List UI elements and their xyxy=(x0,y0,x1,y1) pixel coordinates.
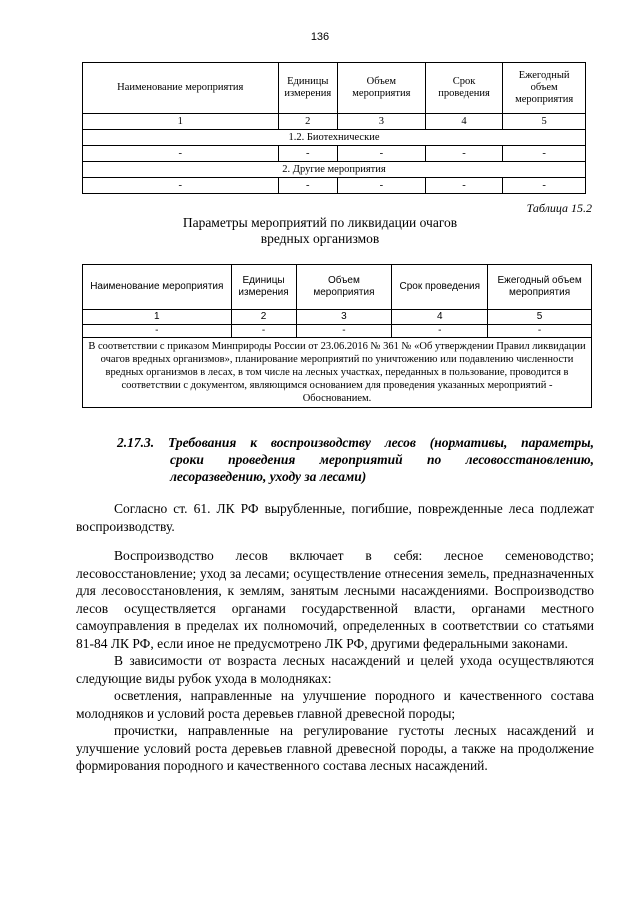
header-cell: Наименование мероприятия xyxy=(83,265,232,310)
dash-cell: - xyxy=(503,178,586,194)
heading-line: лесоразведению, уходу за лесами) xyxy=(170,469,367,484)
section-heading xyxy=(117,434,594,485)
table-measures-1 xyxy=(82,62,586,194)
number-cell: 3 xyxy=(296,310,392,325)
number-cell: 4 xyxy=(392,310,488,325)
dash-cell: - xyxy=(83,178,279,194)
note-cell: В соответствии с приказом Минприроды России от 23.06.2016 № 361 № «Об утверждении Правил ликвидации очагов вредных организмов», планирование мероприятий по уничтожению или подавлению численности вредных организмов в лесах, в том числе на лесных участках, переданных в пользование, проводится в соответствии с документом, являющимся основанием для проведения указанных мероприятий - Обоснованием. xyxy=(83,338,592,408)
section-row xyxy=(83,162,586,178)
number-cell: 2 xyxy=(278,114,337,130)
table-header-row xyxy=(83,265,592,310)
dash-cell: - xyxy=(392,325,488,338)
header-cell: Единицы измерения xyxy=(231,265,296,310)
table-row xyxy=(83,325,592,338)
heading-line: 2.17.3. Требования к воспроизводству лесов (нормативы, параметры, xyxy=(117,435,594,450)
table-title xyxy=(160,215,480,247)
header-cell: Ежегодный объем мероприятия xyxy=(488,265,592,310)
dash-cell: - xyxy=(425,146,503,162)
paragraph: прочистки, направленные на регулирование густоты лесных насаждений и улучшение условий роста деревьев главной древесной породы, а также на продолжение формирования породного и качественного состава лесных насаждений. xyxy=(76,723,594,773)
header-cell: Объем мероприятия xyxy=(338,63,426,114)
table-header-row xyxy=(83,63,586,114)
number-cell: 1 xyxy=(83,310,232,325)
header-cell: Единицы измерения xyxy=(278,63,337,114)
table-label: Таблица 15.2 xyxy=(526,201,592,215)
note-row xyxy=(83,338,592,408)
paragraph: осветления, направленные на улучшение породного и качественного состава молодняков и условий роста деревьев главной древесной породы; xyxy=(76,688,594,721)
dash-cell: - xyxy=(231,325,296,338)
dash-cell: - xyxy=(338,146,426,162)
number-cell: 5 xyxy=(488,310,592,325)
dash-cell: - xyxy=(296,325,392,338)
section-row xyxy=(83,130,586,146)
number-cell: 5 xyxy=(503,114,586,130)
number-cell: 4 xyxy=(425,114,503,130)
table-number-row xyxy=(83,310,592,325)
table-title-line: вредных организмов xyxy=(260,231,380,246)
header-cell: Ежегодный объем мероприятия xyxy=(503,63,586,114)
dash-cell: - xyxy=(425,178,503,194)
paragraph: Воспроизводство лесов включает в себя: лесное семеноводство; лесовосстановление; уход за лесами; осуществление отнесения земель, предназначенных для лесовосстановления, к землям, занятым лесными насаждениями. Воспроизводство лесов осуществляется органами государственной власти, органами местного самоуправления в пределах их полномочий, определенных в соответствии со статьями 81-84 ЛК РФ, если иное не предусмотрено ЛК РФ, другими федеральными законами. xyxy=(76,548,594,651)
dash-cell: - xyxy=(488,325,592,338)
table-row xyxy=(83,178,586,194)
number-cell: 1 xyxy=(83,114,279,130)
dash-cell: - xyxy=(83,325,232,338)
dash-cell: - xyxy=(83,146,279,162)
number-cell: 2 xyxy=(231,310,296,325)
section-cell: 1.2. Биотехнические xyxy=(83,130,586,146)
dash-cell: - xyxy=(338,178,426,194)
table-row xyxy=(83,146,586,162)
body-text xyxy=(76,500,594,775)
number-cell: 3 xyxy=(338,114,426,130)
dash-cell: - xyxy=(278,146,337,162)
page-number: 136 xyxy=(310,31,330,43)
paragraph: В зависимости от возраста лесных насаждений и целей ухода осуществляются следующие виды рубок ухода в молодняках: xyxy=(76,653,594,686)
table-title-line: Параметры мероприятий по ликвидации очагов xyxy=(182,215,458,230)
header-cell: Наименование мероприятия xyxy=(83,63,279,114)
section-cell: 2. Другие мероприятия xyxy=(83,162,586,178)
table-number-row xyxy=(83,114,586,130)
dash-cell: - xyxy=(278,178,337,194)
header-cell: Объем мероприятия xyxy=(296,265,392,310)
heading-line: сроки проведения мероприятий по лесовосстановлению, xyxy=(170,452,594,467)
paragraph: Согласно ст. 61. ЛК РФ вырубленные, погибшие, поврежденные леса подлежат воспроизводству. xyxy=(76,501,594,534)
header-cell: Срок проведения xyxy=(425,63,503,114)
table-measures-2 xyxy=(82,264,592,408)
dash-cell: - xyxy=(503,146,586,162)
header-cell: Срок проведения xyxy=(392,265,488,310)
